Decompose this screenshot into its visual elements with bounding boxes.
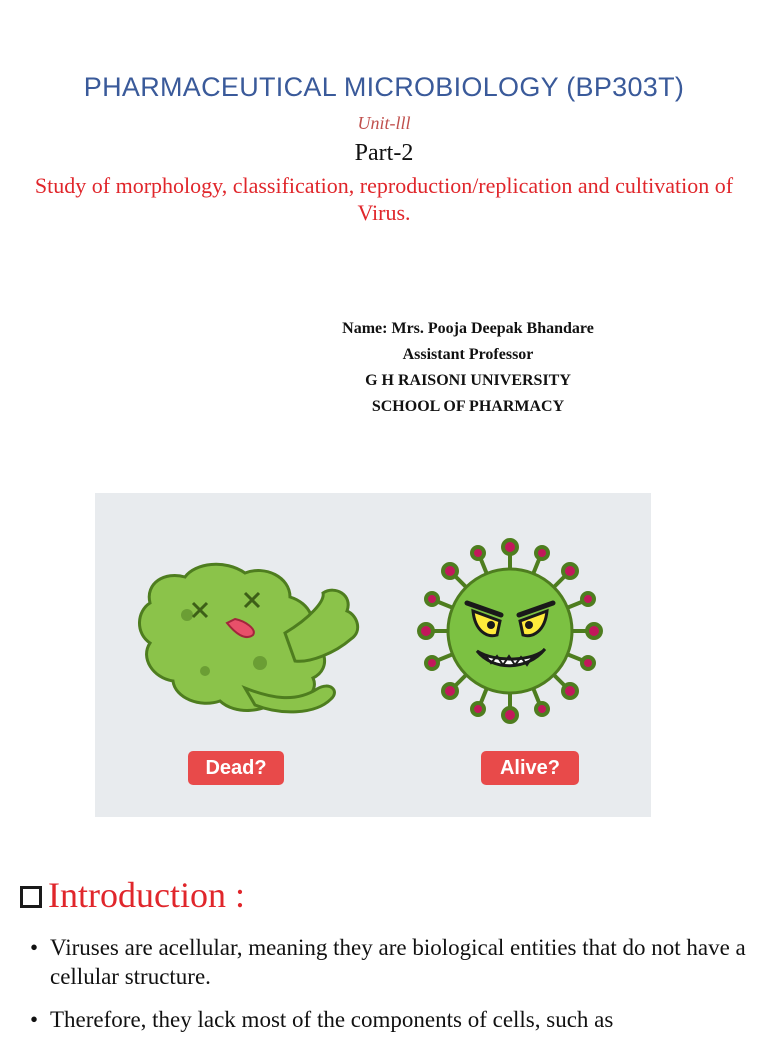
- list-item: • Viruses are acellular, meaning they are biological entities that do not have a cellular structure.: [28, 933, 758, 991]
- introduction-title: Introduction :: [48, 875, 245, 915]
- introduction-list: [28, 933, 758, 1048]
- alive-label: Alive?: [481, 751, 579, 785]
- author-role: Assistant Professor: [402, 346, 534, 363]
- course-title: PHARMACEUTICAL MICROBIOLOGY (BP303T): [83, 72, 685, 102]
- author-school: SCHOOL OF PHARMACY: [371, 398, 565, 415]
- list-item: • Therefore, they lack most of the components of cells, such as: [28, 1005, 758, 1034]
- part-label: Part-2: [354, 140, 414, 166]
- topic-title: Study of morphology, classification, reproduction/replication and cultivation of Virus.: [34, 173, 734, 225]
- introduction-heading: [20, 872, 245, 918]
- virus-illustration: [95, 493, 651, 817]
- author-name: Name: Mrs. Pooja Deepak Bhandare: [342, 320, 594, 337]
- angry-virus-icon: [419, 540, 601, 722]
- author-university: G H RAISONI UNIVERSITY: [365, 372, 571, 389]
- unit-label: Unit-lll: [357, 113, 411, 133]
- author-block: [268, 316, 668, 420]
- dead-virus-icon: [139, 564, 357, 712]
- checkbox-icon: [20, 886, 42, 908]
- dead-label: Dead?: [188, 751, 284, 785]
